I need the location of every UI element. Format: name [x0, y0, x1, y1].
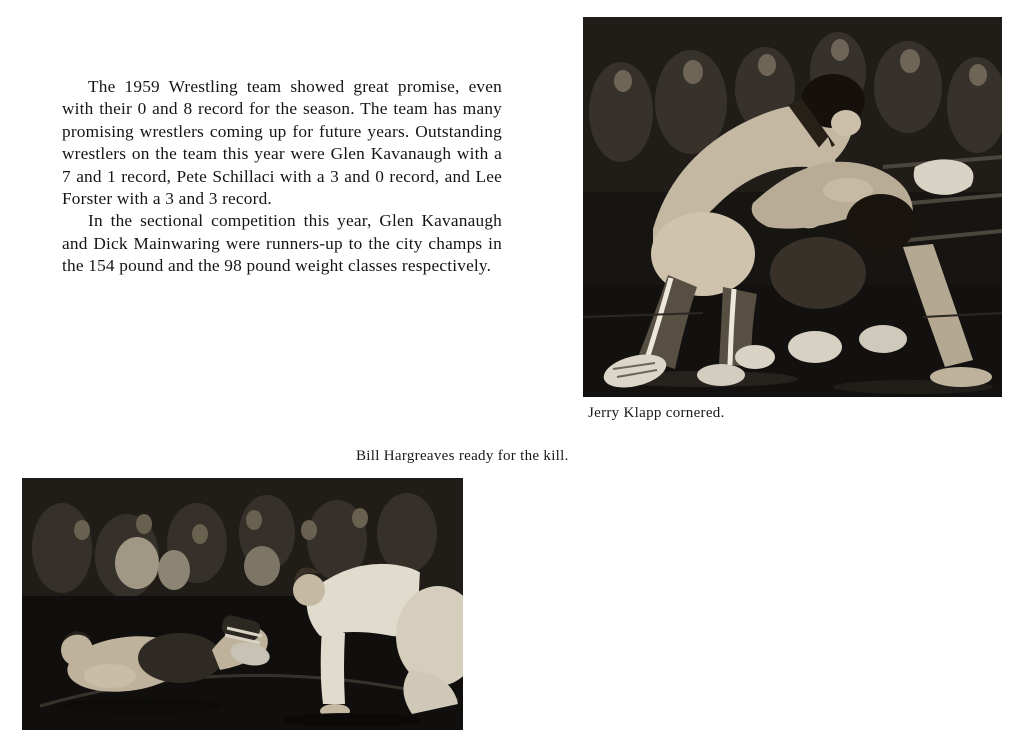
body-text — [62, 76, 502, 278]
caption-jerry-klapp: Jerry Klapp cornered. — [588, 405, 725, 421]
photo-bill-hargreaves — [22, 478, 463, 730]
wrestling-match-illustration — [583, 17, 1002, 397]
body-paragraph-1: The 1959 Wrestling team showed great promise, even with their 0 and 8 record for the season. The team has many promising wrestlers coming up for future years. Outstanding wrestlers on the team this year were Glen Kavanaugh with a 7 and 1 record, Pete Schillaci with a 3 and 0 record, and Lee Forster with a 3 and 3 record. — [62, 77, 502, 209]
caption-bill-hargreaves: Bill Hargreaves ready for the kill. — [356, 448, 569, 464]
photo-jerry-klapp — [583, 17, 1002, 397]
body-paragraph-2: In the sectional competition this year, Glen Kavanaugh and Dick Mainwaring were runners-up to the city champs in the 154 pound and the 98 pound weight classes respectively. — [62, 211, 502, 276]
wrestling-referee-illustration — [22, 478, 463, 730]
